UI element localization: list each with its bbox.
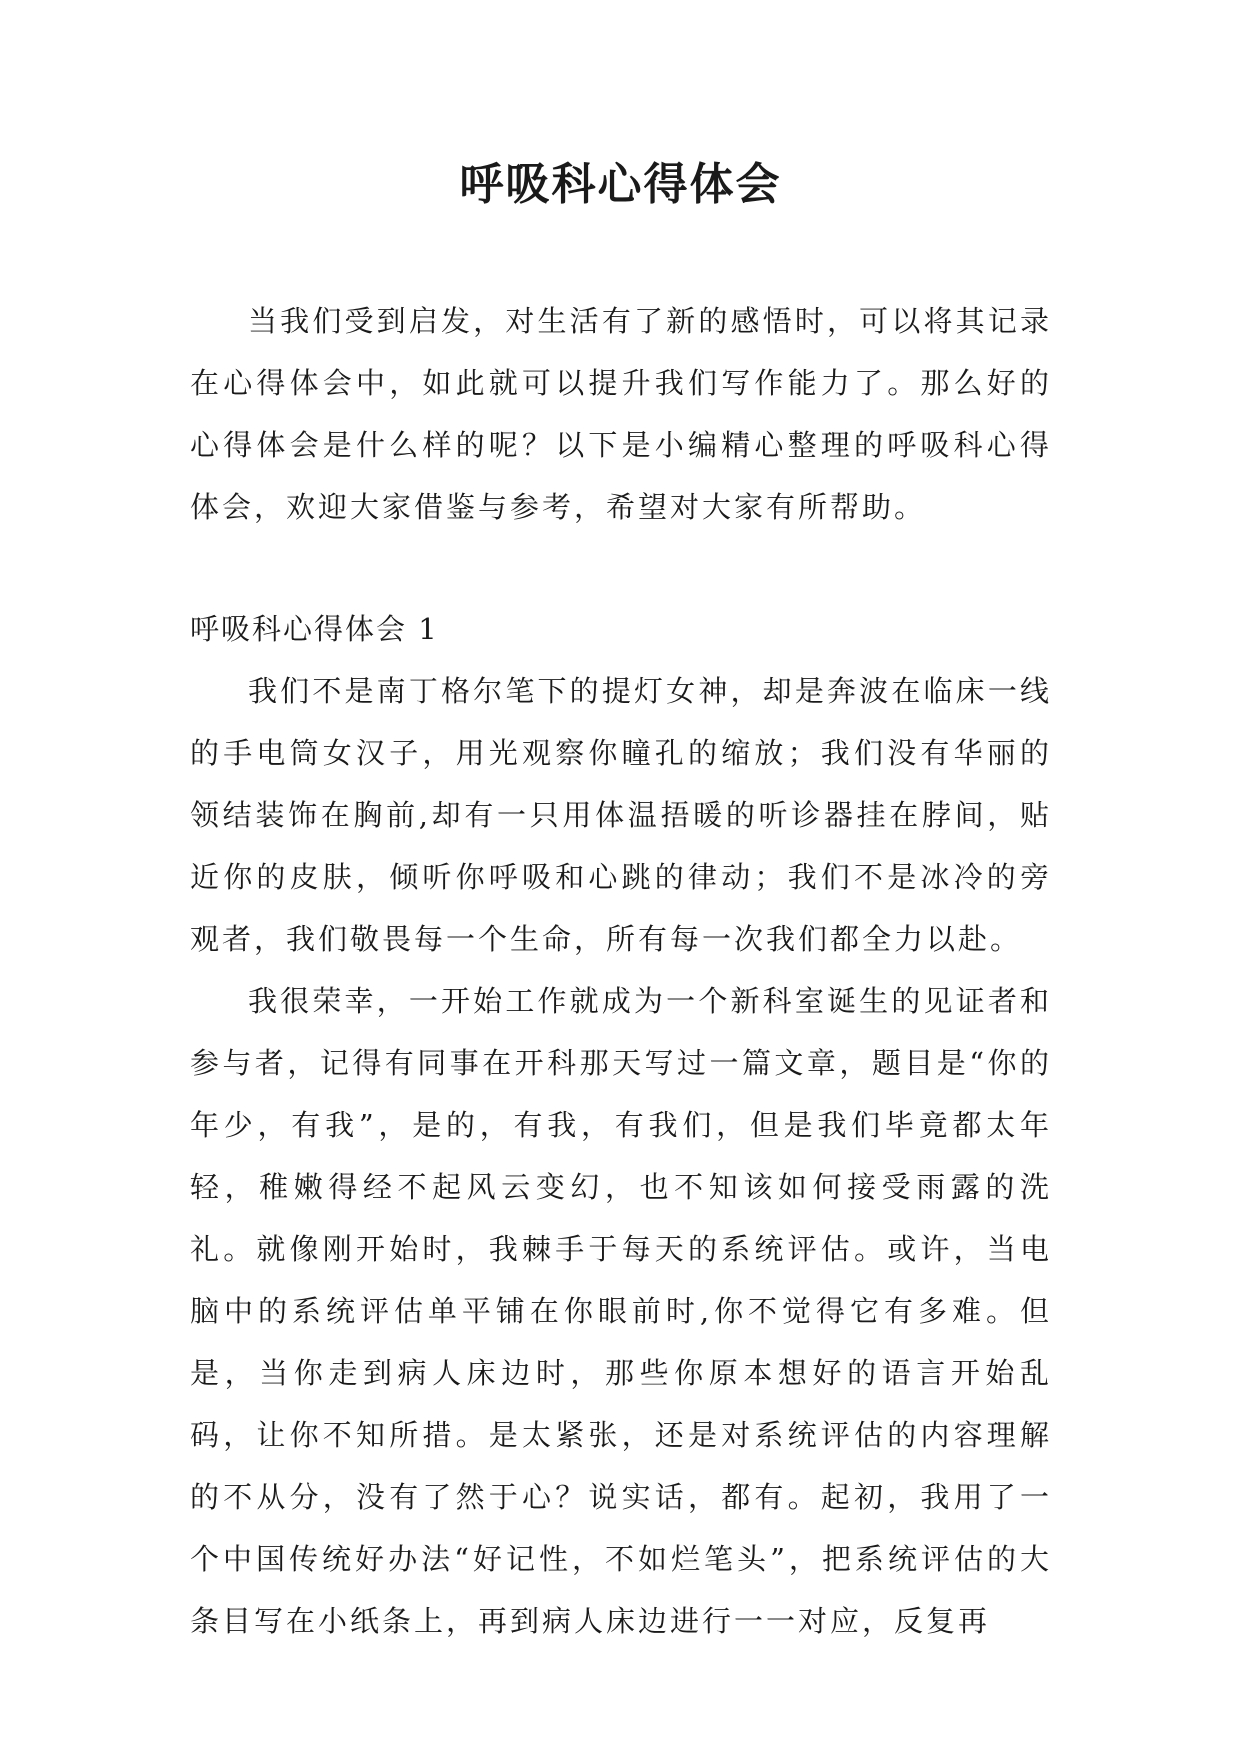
section-heading: 呼吸科心得体会 1 <box>190 612 439 646</box>
body-paragraph: 我很荣幸，一开始工作就成为一个新科室诞生的见证者和参与者，记得有同事在开科那天写过一篇文章，题目是“你的年少，有我”，是的，有我，有我们，但是我们毕竟都太年轻，稚嫩得经不起风云变幻，也不知该如何接受雨露的洗礼。就像刚开始时，我棘手于每天的系统评估。或许，当电脑中的系统评估单平铺在你眼前时,你不觉得它有多难。但是，当你走到病人床边时，那些你原本想好的语言开始乱码，让你不知所措。是太紧张，还是对系统评估的内容理解的不从分，没有了然于心？说实话，都有。起初，我用了一个中国传统好办法“好记性，不如烂笔头”，把系统评估的大条目写在小纸条上，再到病人床边进行一一对应，反复再 <box>190 984 1052 1638</box>
intro-paragraph: 当我们受到启发，对生活有了新的感悟时，可以将其记录在心得体会中，如此就可以提升我们写作能力了。那么好的心得体会是什么样的呢？以下是小编精心整理的呼吸科心得体会，欢迎大家借鉴与参考，希望对大家有所帮助。 <box>190 304 1052 524</box>
document-body <box>190 290 1052 1652</box>
document-title: 呼吸科心得体会 <box>459 159 782 210</box>
body-paragraph: 我们不是南丁格尔笔下的提灯女神，却是奔波在临床一线的手电筒女汉子，用光观察你瞳孔的缩放；我们没有华丽的领结装饰在胸前,却有一只用体温捂暖的听诊器挂在脖间，贴近你的皮肤，倾听你呼吸和心跳的律动；我们不是冰冷的旁观者，我们敬畏每一个生命，所有每一次我们都全力以赴。 <box>190 674 1052 956</box>
